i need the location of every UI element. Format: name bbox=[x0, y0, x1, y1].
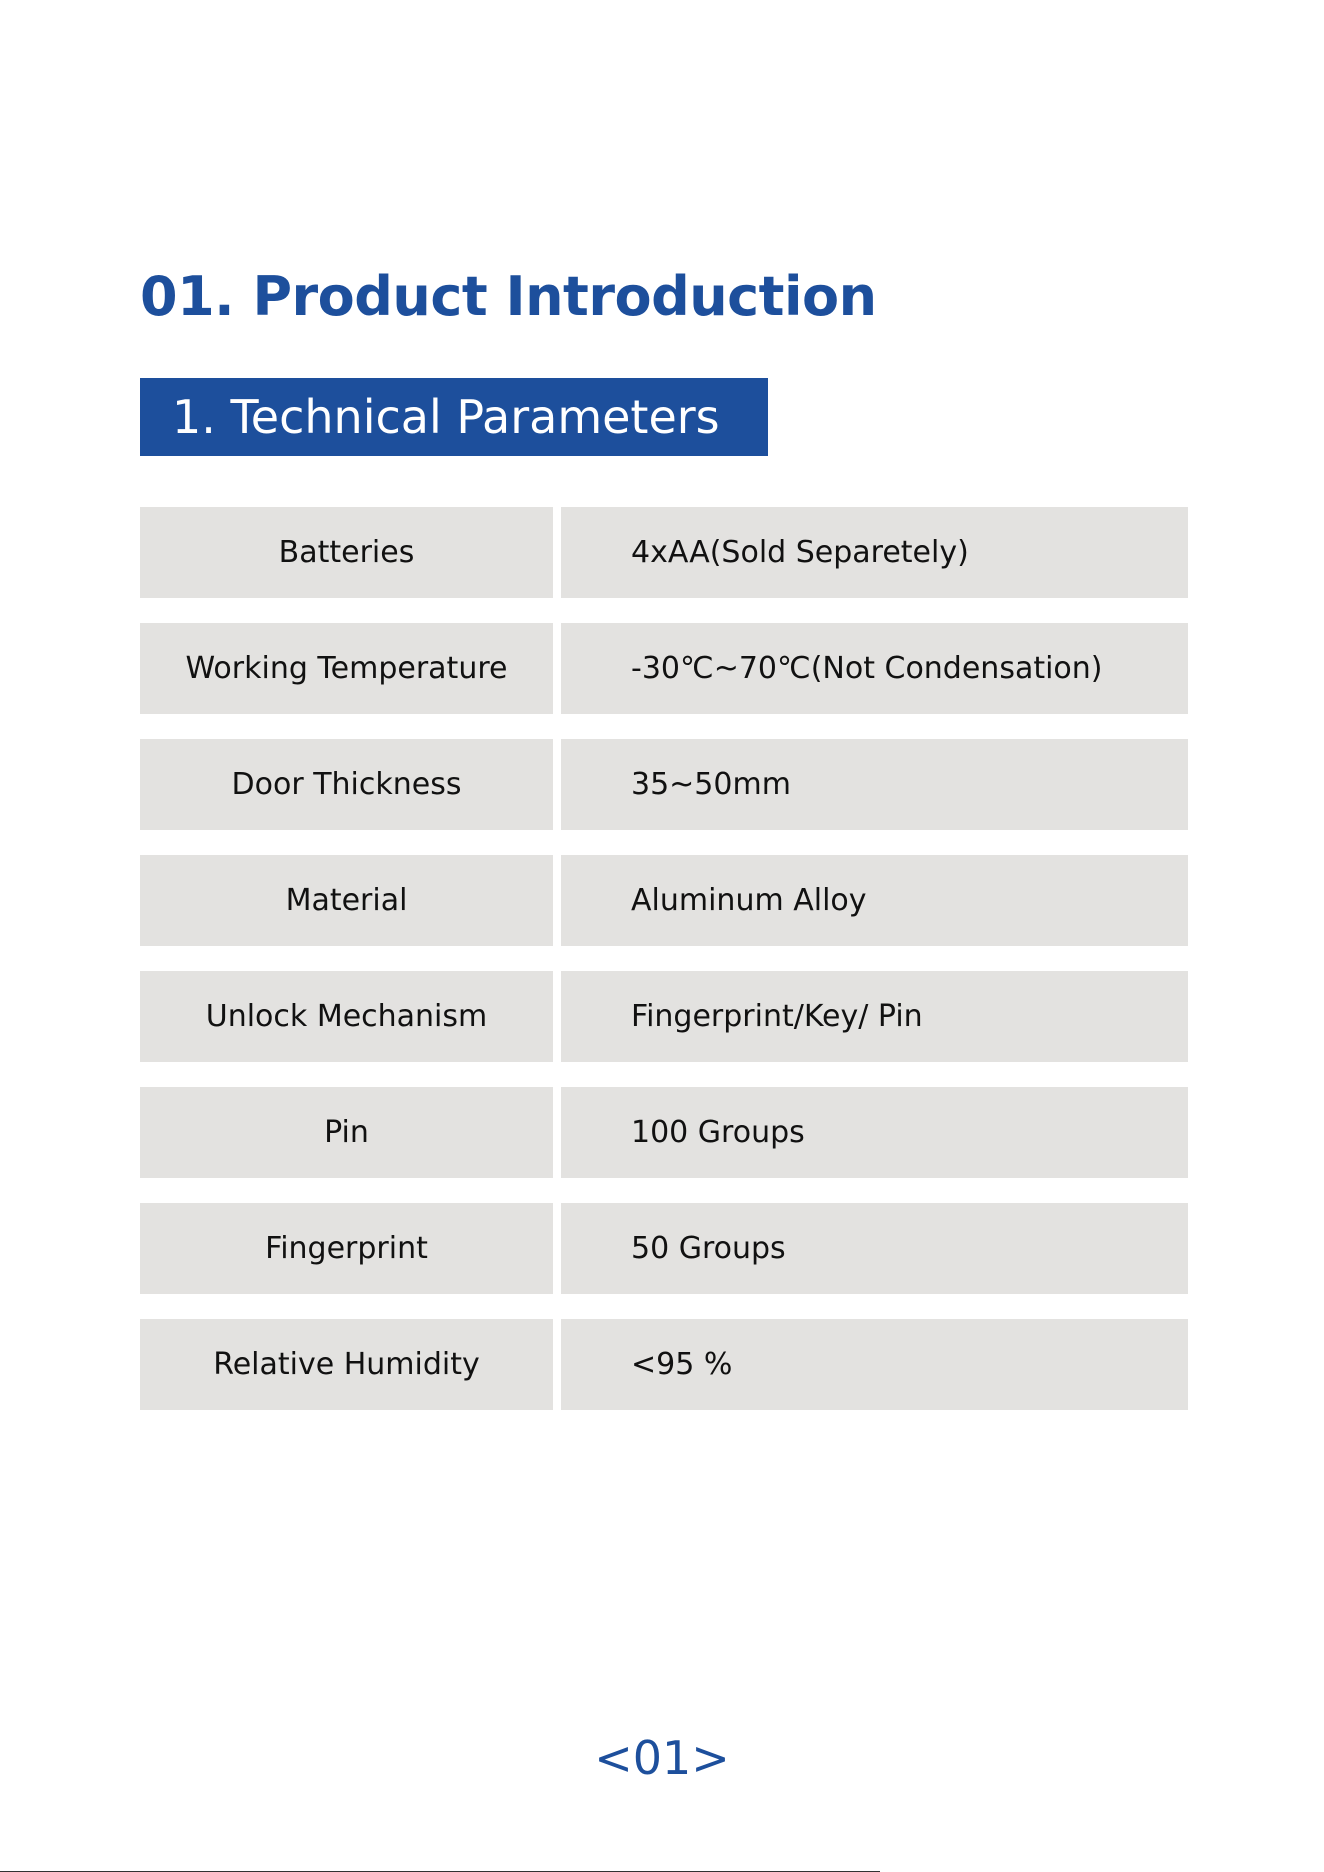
param-value: 35~50mm bbox=[561, 739, 1188, 830]
param-label: Unlock Mechanism bbox=[140, 971, 553, 1062]
page-number: <01> bbox=[594, 1731, 730, 1785]
param-label: Relative Humidity bbox=[140, 1319, 553, 1410]
technical-parameters-table bbox=[140, 507, 1188, 1410]
param-value: 4xAA(Sold Separetely) bbox=[561, 507, 1188, 598]
param-label: Material bbox=[140, 855, 553, 946]
param-value: -30℃~70℃(Not Condensation) bbox=[561, 623, 1188, 714]
page-title: 01. Product Introduction bbox=[140, 265, 877, 328]
table-row bbox=[140, 1203, 1188, 1294]
table-row bbox=[140, 507, 1188, 598]
param-value: <95 % bbox=[561, 1319, 1188, 1410]
param-value: 50 Groups bbox=[561, 1203, 1188, 1294]
table-row bbox=[140, 1319, 1188, 1410]
param-label: Pin bbox=[140, 1087, 553, 1178]
param-value: Aluminum Alloy bbox=[561, 855, 1188, 946]
param-label: Door Thickness bbox=[140, 739, 553, 830]
section-banner: 1. Technical Parameters bbox=[140, 378, 768, 456]
param-label: Batteries bbox=[140, 507, 553, 598]
table-row bbox=[140, 739, 1188, 830]
param-value: 100 Groups bbox=[561, 1087, 1188, 1178]
table-row bbox=[140, 971, 1188, 1062]
param-label: Fingerprint bbox=[140, 1203, 553, 1294]
table-row bbox=[140, 855, 1188, 946]
table-row bbox=[140, 623, 1188, 714]
param-value: Fingerprint/Key/ Pin bbox=[561, 971, 1188, 1062]
table-row bbox=[140, 1087, 1188, 1178]
param-label: Working Temperature bbox=[140, 623, 553, 714]
